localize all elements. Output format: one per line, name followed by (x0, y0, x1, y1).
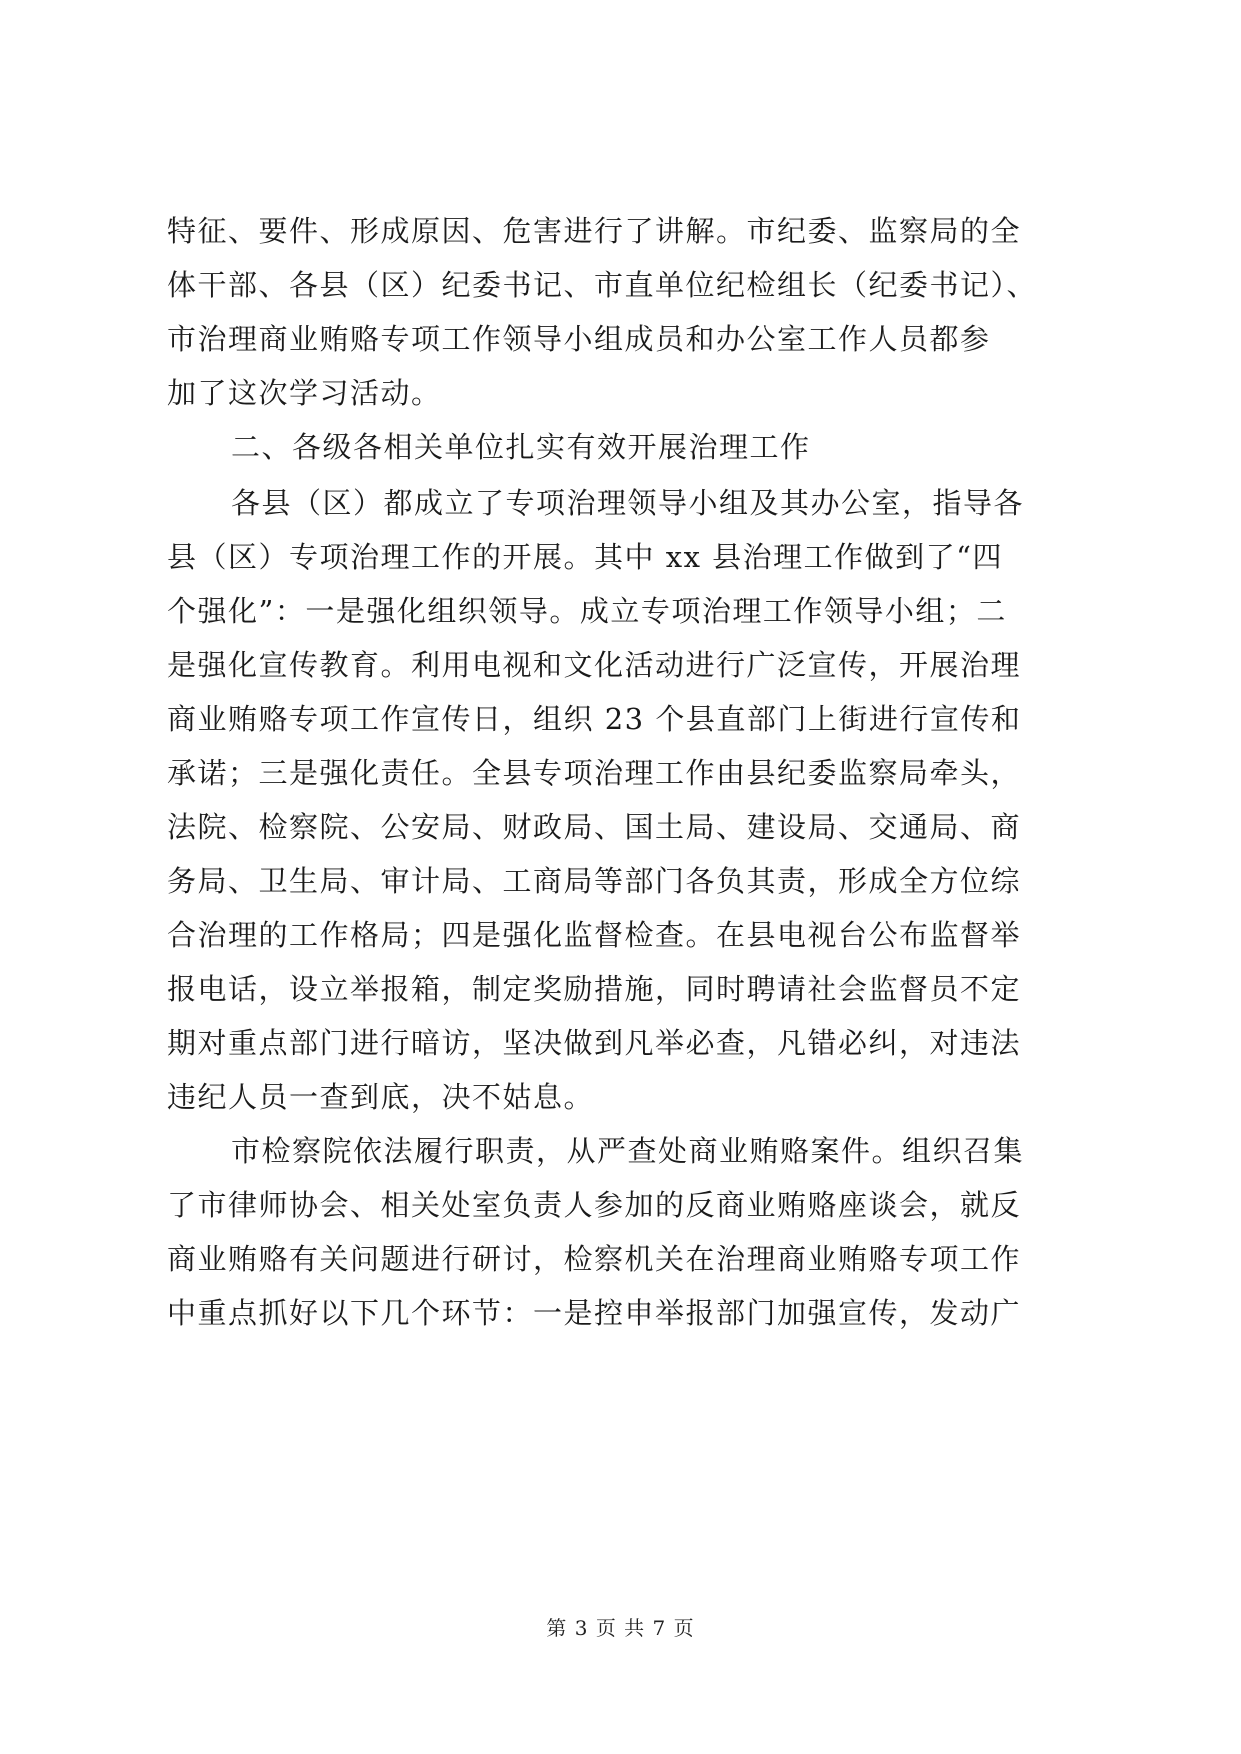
paragraph-line: 中重点抓好以下几个环节：一是控申举报部门加强宣传，发动广 (167, 1296, 1022, 1330)
paragraph-line: 是强化宣传教育。利用电视和文化活动进行广泛宣传，开展治理 (167, 648, 1022, 682)
paragraph-line: 务局、卫生局、审计局、工商局等部门各负其责，形成全方位综 (167, 864, 1022, 898)
paragraph-line: 市检察院依法履行职责，从严查处商业贿赂案件。组织召集 (231, 1134, 1025, 1168)
paragraph-line: 合治理的工作格局；四是强化监督检查。在县电视台公布监督举 (167, 918, 1022, 952)
section-heading: 二、各级各相关单位扎实有效开展治理工作 (231, 430, 811, 464)
paragraph-line: 商业贿赂有关问题进行研讨，检察机关在治理商业贿赂专项工作 (167, 1242, 1022, 1276)
paragraph-line: 各县（区）都成立了专项治理领导小组及其办公室，指导各 (231, 486, 1025, 520)
paragraph-line: 期对重点部门进行暗访，坚决做到凡举必查，凡错必纠，对违法 (167, 1026, 1022, 1060)
paragraph-line: 了市律师协会、相关处室负责人参加的反商业贿赂座谈会，就反 (167, 1188, 1022, 1222)
paragraph-line: 特征、要件、形成原因、危害进行了讲解。市纪委、监察局的全 (167, 214, 1022, 248)
paragraph-line: 体干部、各县（区）纪委书记、市直单位纪检组长（纪委书记）、 (167, 268, 1038, 302)
paragraph-line: 市治理商业贿赂专项工作领导小组成员和办公室工作人员都参 (167, 322, 991, 356)
paragraph-line: 加了这次学习活动。 (167, 376, 442, 410)
paragraph-line: 承诺；三是强化责任。全县专项治理工作由县纪委监察局牵头， (167, 756, 1022, 790)
page-number-footer: 第 3 页 共 7 页 (546, 1616, 695, 1640)
paragraph-line: 违纪人员一查到底，决不姑息。 (167, 1080, 595, 1114)
paragraph-line: 县（区）专项治理工作的开展。其中 xx 县治理工作做到了“四 (167, 540, 1003, 574)
paragraph-line: 商业贿赂专项工作宣传日，组织 23 个县直部门上街进行宣传和 (167, 702, 1022, 736)
document-body (167, 204, 1077, 1340)
paragraph-line: 报电话，设立举报箱，制定奖励措施，同时聘请社会监督员不定 (167, 972, 1022, 1006)
paragraph-line: 个强化”：一是强化组织领导。成立专项治理工作领导小组；二 (167, 594, 1007, 628)
paragraph-line: 法院、检察院、公安局、财政局、国土局、建设局、交通局、商 (167, 810, 1022, 844)
